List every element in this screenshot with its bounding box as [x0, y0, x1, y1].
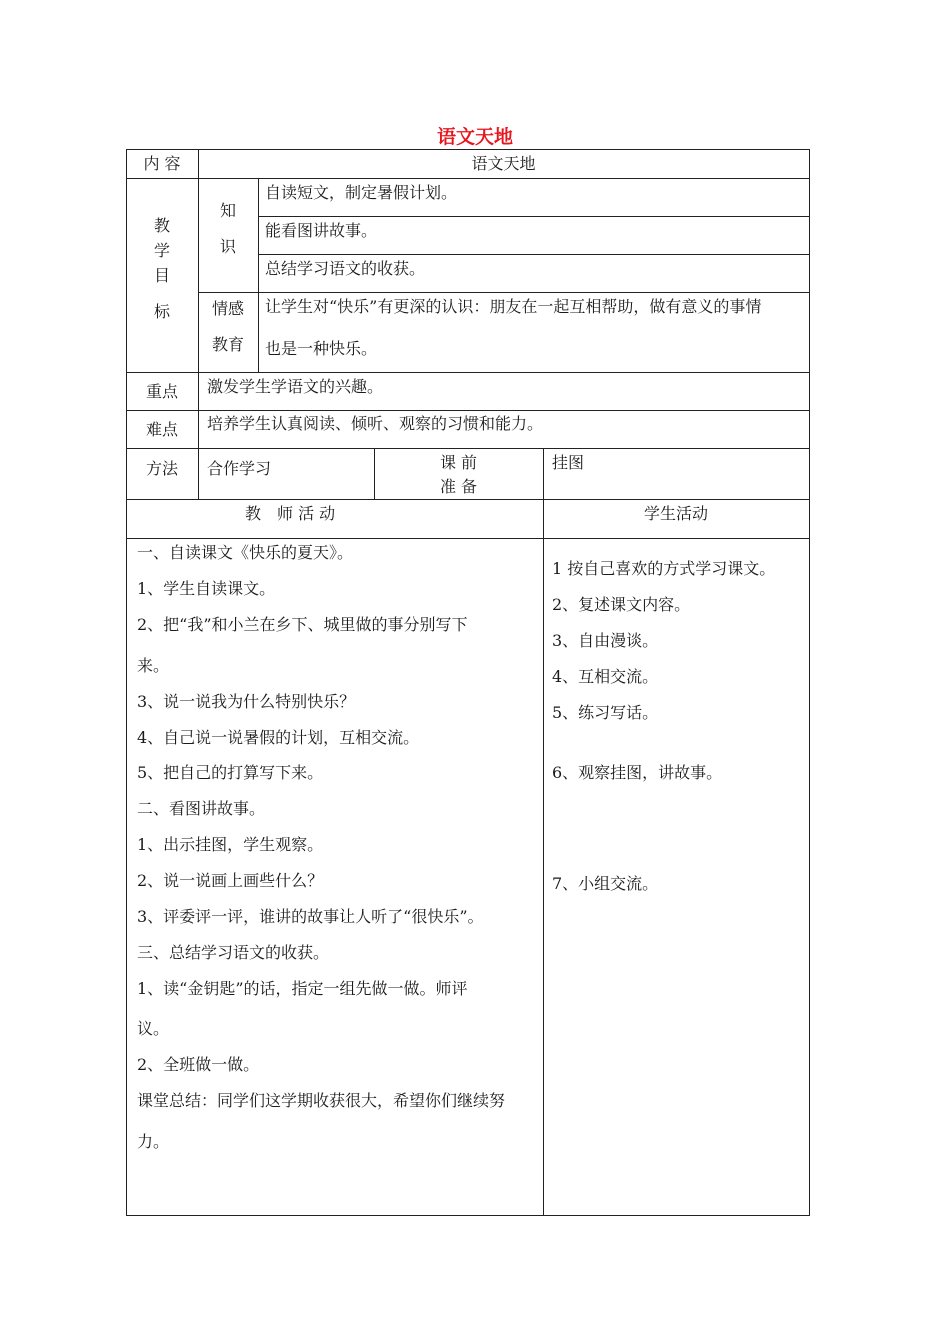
teacher-activity-line: 一、自读课文《快乐的夏天》。 — [137, 543, 354, 562]
prep-label-line: 课 前 — [439, 453, 478, 472]
key-point-value: 激发学生学语文的兴趣。 — [207, 377, 384, 396]
student-activity-line: 1 按自己喜欢的方式学习课文。 — [552, 559, 776, 578]
document-title: 语文天地 — [436, 126, 513, 148]
objectives-label-char: 教 — [153, 216, 170, 235]
student-activity-line: 3、自由漫谈。 — [552, 631, 659, 650]
difficulty-label: 难点 — [145, 420, 178, 439]
teacher-activity-line: 2、全班做一做。 — [137, 1055, 260, 1074]
teacher-activity-line: 二、看图讲故事。 — [137, 799, 266, 818]
prep-label-line: 准 备 — [439, 477, 478, 496]
difficulty-value: 培养学生认真阅读、倾听、观察的习惯和能力。 — [207, 414, 544, 433]
teacher-activity-line: 3、说一说我为什么特别快乐？ — [137, 692, 356, 711]
teacher-activity-line: 力。 — [137, 1132, 170, 1151]
prep-value: 挂图 — [552, 453, 585, 472]
teacher-activity-line: 2、把“我”和小兰在乡下、城里做的事分别写下 — [137, 615, 468, 634]
teacher-activity-line: 议。 — [137, 1019, 170, 1038]
objectives-label-char: 标 — [153, 302, 170, 321]
method-label: 方法 — [145, 459, 178, 478]
student-activity-line: 2、复述课文内容。 — [552, 595, 691, 614]
teacher-activity-line: 2、说一说画上画些什么？ — [137, 871, 324, 890]
objectives-label-char: 目 — [153, 266, 170, 285]
emotion-label-line: 教育 — [211, 335, 244, 354]
objectives-label-char: 学 — [153, 241, 170, 260]
student-activity-line: 4、互相交流。 — [552, 667, 659, 686]
knowledge-label-char: 识 — [219, 237, 236, 256]
knowledge-item: 自读短文，制定暑假计划。 — [265, 183, 458, 202]
teacher-activity-line: 课堂总结：同学们这学期收获很大，希望你们继续努 — [137, 1091, 506, 1110]
teacher-activity-line: 1、读“金钥匙”的话，指定一组先做一做。师评 — [137, 979, 468, 998]
student-activity-line: 6、观察挂图，讲故事。 — [552, 763, 723, 782]
emotion-text-line: 也是一种快乐。 — [265, 339, 378, 358]
teacher-activity-line: 5、把自己的打算写下来。 — [137, 763, 324, 782]
teacher-activity-line: 1、出示挂图，学生观察。 — [137, 835, 324, 854]
teacher-activity-line: 三、总结学习语文的收获。 — [137, 943, 330, 962]
emotion-label-line: 情感 — [211, 299, 244, 318]
emotion-text-line: 让学生对“快乐”有更深的认识：朋友在一起互相帮助，做有意义的事情 — [265, 297, 762, 316]
knowledge-item: 总结学习语文的收获。 — [265, 259, 426, 278]
knowledge-label-char: 知 — [219, 201, 236, 220]
teacher-activity-line: 4、自己说一说暑假的计划，互相交流。 — [137, 728, 420, 747]
student-activity-line: 5、练习写话。 — [552, 703, 659, 722]
student-activity-line: 7、小组交流。 — [552, 874, 659, 893]
teacher-activity-line: 来。 — [137, 656, 170, 675]
content-value: 语文天地 — [471, 154, 536, 173]
student-activity-header: 学生活动 — [643, 504, 708, 523]
knowledge-item: 能看图讲故事。 — [265, 221, 378, 240]
teacher-activity-header: 教 师 活 动 — [245, 504, 336, 523]
teacher-activity-line: 1、学生自读课文。 — [137, 579, 276, 598]
content-label: 内 容 — [143, 154, 181, 173]
key-point-label: 重点 — [145, 382, 178, 401]
teacher-activity-line: 3、评委评一评，谁讲的故事让人听了“很快乐”。 — [137, 907, 484, 926]
method-value: 合作学习 — [207, 459, 272, 478]
